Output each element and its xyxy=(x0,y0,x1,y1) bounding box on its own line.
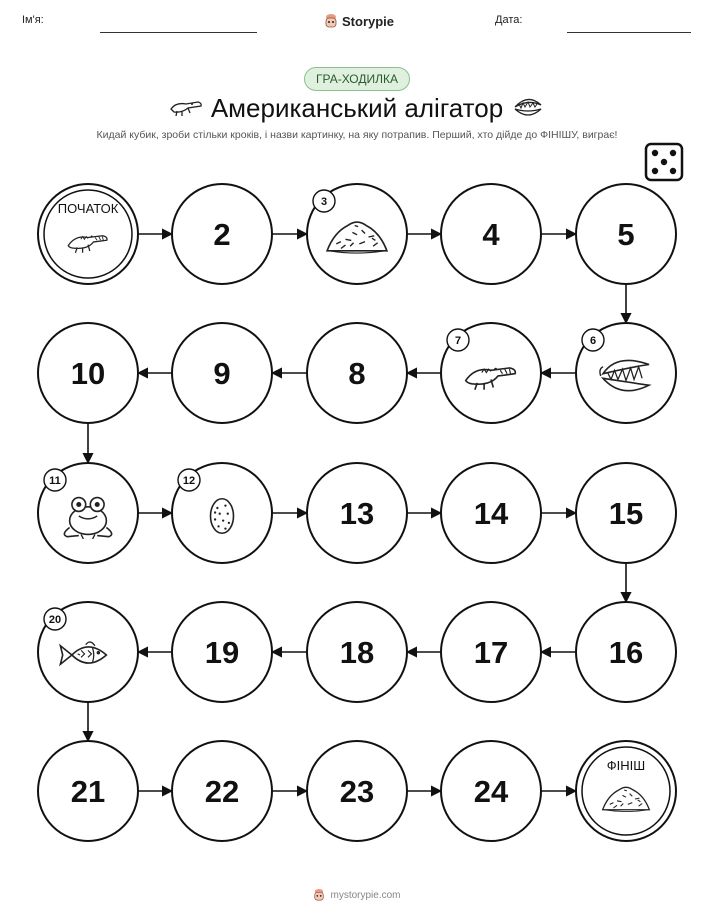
board-cell-22 xyxy=(172,741,272,841)
board-cell-6 xyxy=(576,323,676,423)
board-cell-16 xyxy=(576,602,676,702)
board-cell-9 xyxy=(172,323,272,423)
board-cell-10 xyxy=(38,323,138,423)
board-cell-15 xyxy=(576,463,676,563)
board-cell-7 xyxy=(441,323,541,423)
cell-number: 24 xyxy=(473,774,509,809)
cell-number: 10 xyxy=(70,356,106,391)
egg-icon xyxy=(211,499,234,534)
board-cell-21 xyxy=(38,741,138,841)
cell-badge-number: 7 xyxy=(454,335,462,347)
cell-number: 23 xyxy=(339,774,375,809)
brand-name: Storypie xyxy=(342,13,395,29)
board-cell-5 xyxy=(576,184,676,284)
board-cells xyxy=(38,184,676,841)
storypie-logo-icon xyxy=(313,888,325,902)
cell-badge-number: 12 xyxy=(182,475,196,487)
cell-number: 8 xyxy=(348,356,366,391)
finish-cell xyxy=(576,741,676,841)
cell-number: 9 xyxy=(213,356,231,391)
cell-badge-number: 11 xyxy=(49,475,61,487)
board-cell-11 xyxy=(38,463,138,563)
cell-number: 16 xyxy=(608,635,644,670)
date-label: Дата: xyxy=(495,14,523,26)
board-cell-13 xyxy=(307,463,407,563)
instructions-text: Кидай кубик, зроби стільки кроків, і назви картинку, на яку потрапив. Перший, хто дійде до ФІНІШУ, виграє! xyxy=(96,129,618,141)
cell-number: 15 xyxy=(608,496,644,531)
board-cell-3 xyxy=(307,184,407,284)
board-cell-18 xyxy=(307,602,407,702)
cell-number: 17 xyxy=(473,635,509,670)
footer xyxy=(0,888,714,902)
cell-badge-number: 3 xyxy=(320,196,328,208)
board-cell-2 xyxy=(172,184,272,284)
cell-number: 5 xyxy=(617,217,635,252)
game-type-badge: ГРА-ХОДИЛКА xyxy=(304,67,410,91)
board-cell-20 xyxy=(38,602,138,702)
board-cell-23 xyxy=(307,741,407,841)
cell-label: ПОЧАТОК xyxy=(57,201,119,216)
board-cell-14 xyxy=(441,463,541,563)
cell-number: 21 xyxy=(70,774,106,809)
cell-number: 14 xyxy=(473,496,509,531)
cell-badge-number: 20 xyxy=(48,614,62,626)
cell-number: 18 xyxy=(339,635,375,670)
cell-number: 13 xyxy=(339,496,375,531)
cell-number: 22 xyxy=(204,774,240,809)
cell-number: 19 xyxy=(204,635,240,670)
start-cell xyxy=(38,184,138,284)
board-cell-17 xyxy=(441,602,541,702)
board-cell-8 xyxy=(307,323,407,423)
board-cell-4 xyxy=(441,184,541,284)
cell-number: 4 xyxy=(482,217,500,252)
footer-url[interactable]: mystorypie.com xyxy=(330,889,401,901)
page-title: Американський алігатор xyxy=(210,93,504,123)
cell-number: 2 xyxy=(213,217,231,252)
name-label: Ім'я: xyxy=(22,14,44,26)
cell-badge-number: 6 xyxy=(589,335,597,347)
cell-label: ФІНІШ xyxy=(606,758,646,773)
board-cell-12 xyxy=(172,463,272,563)
board-cell-19 xyxy=(172,602,272,702)
board-cell-24 xyxy=(441,741,541,841)
